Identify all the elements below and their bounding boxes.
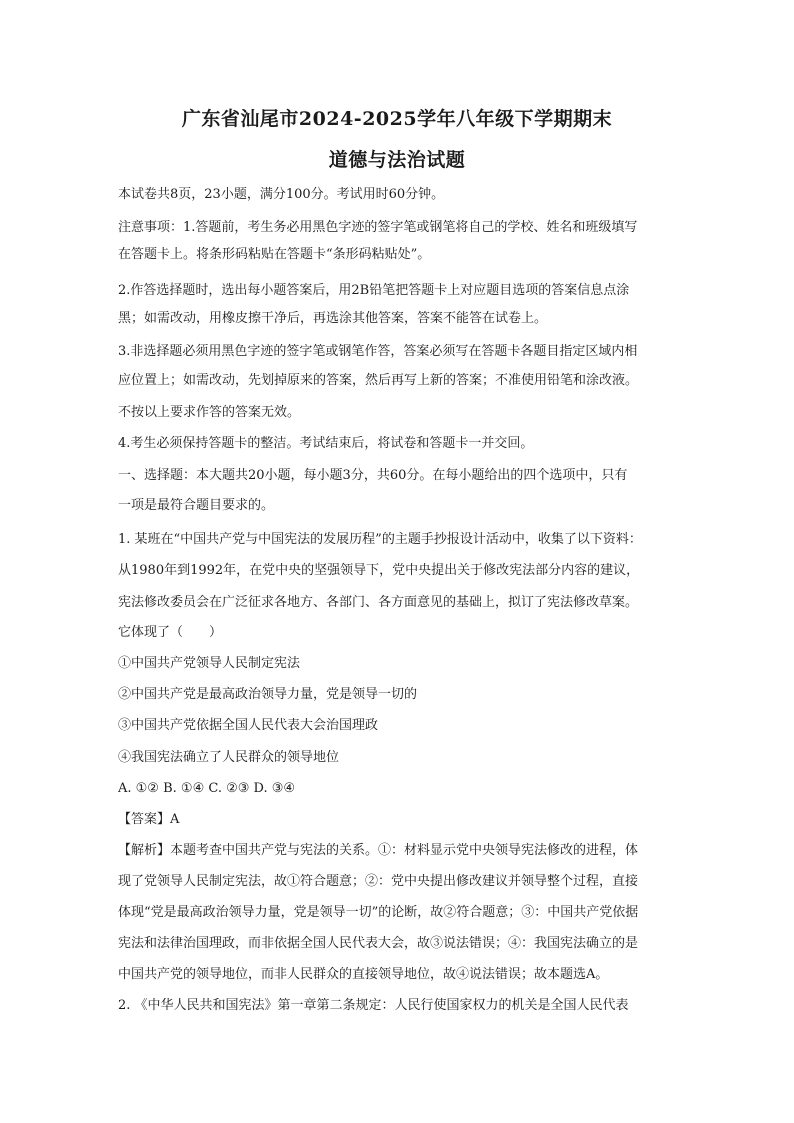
notice-line-2: 在答题卡上。将条形码粘贴在答题卡“条形码粘贴处”。 <box>118 247 431 262</box>
question-1-option-2: ②中国共产党是最高政治领导力量，党是领导一切的 <box>118 687 418 702</box>
question-1-analysis-line-4: 宪法和法律治国理政，而非依据全国人民代表大会，故③说法错误；④：我国宪法确立的是 <box>118 936 639 951</box>
question-1-analysis-line-1: 【解析】本题考查中国共产党与宪法的关系。①：材料显示党中央领导宪法修改的进程，体 <box>118 843 639 858</box>
question-1-answer: 【答案】A <box>118 812 180 827</box>
question-1-option-3: ③中国共产党依据全国人民代表大会治国理政 <box>118 718 379 733</box>
question-1-analysis-line-2: 现了党领导人民制定宪法，故①符合题意；②：党中央提出修改建议并领导整个过程，直接 <box>118 874 639 889</box>
notice-line-3: 2.作答选择题时，选出每小题答案后，用2B铅笔把答题卡上对应题目选项的答案信息点涂 <box>118 283 630 298</box>
question-1-line-2: 从1980年到1992年，在党中央的坚强领导下，党中央提出关于修改宪法部分内容的建议， <box>118 563 640 578</box>
notice-line-8: 4.考生必须保持答题卡的整洁。考试结束后，将试卷和答题卡一并交回。 <box>118 436 534 451</box>
question-1-option-1: ①中国共产党领导人民制定宪法 <box>118 656 301 671</box>
notice-line-1: 注意事项：1.答题前，考生务必用黑色字迹的签字笔或钢笔将自己的学校、姓名和班级填写 <box>118 220 638 235</box>
question-1-line-3: 宪法修改委员会在广泛征求各地方、各部门、各方面意见的基础上，拟订了宪法修改草案。 <box>118 595 639 610</box>
question-2-line-1: 2. 《中华人民共和国宪法》第一章第二条规定：人民行使国家权力的机关是全国人民代表 <box>118 998 629 1013</box>
exam-subtitle: 道德与法治试题 <box>328 149 466 171</box>
question-1-line-1: 1. 某班在“中国共产党与中国宪法的发展历程”的主题手抄报设计活动中，收集了以下资料： <box>118 532 642 547</box>
question-1-analysis-line-3: 体现“党是最高政治领导力量，党是领导一切”的论断，故②符合题意；③：中国共产党依据 <box>118 905 639 920</box>
notice-line-5: 3.非选择题必须用黑色字迹的签字笔或钢笔作答，答案必须写在答题卡各题目指定区域内相 <box>118 344 638 359</box>
question-1-line-4: 它体现了（ ） <box>118 625 223 640</box>
question-1-option-4: ④我国宪法确立了人民群众的领导地位 <box>118 750 340 765</box>
notice-line-6: 应位置上；如需改动，先划掉原来的答案，然后再写上新的答案；不准使用铅笔和涂改液。 <box>118 373 639 388</box>
section-heading-line-1: 一、选择题：本大题共20小题，每小题3分，共60分。在每小题给出的四个选项中，只有 <box>118 468 628 483</box>
question-1-analysis-line-5: 中国共产党的领导地位，而非人民群众的直接领导地位，故④说法错误；故本题选A。 <box>118 967 609 982</box>
notice-line-7: 不按以上要求作答的答案无效。 <box>118 405 301 420</box>
exam-title: 广东省汕尾市2024-2025学年八年级下学期期末 <box>181 108 613 130</box>
section-heading-line-2: 一项是最符合题目要求的。 <box>118 498 275 513</box>
notice-line-4: 黑；如需改动，用橡皮擦干净后，再选涂其他答案，答案不能答在试卷上。 <box>118 311 548 326</box>
question-1-choices: A. ①② B. ①④ C. ②③ D. ③④ <box>118 781 296 796</box>
intro-text: 本试卷共8页，23小题，满分100分。考试用时60分钟。 <box>118 187 445 202</box>
